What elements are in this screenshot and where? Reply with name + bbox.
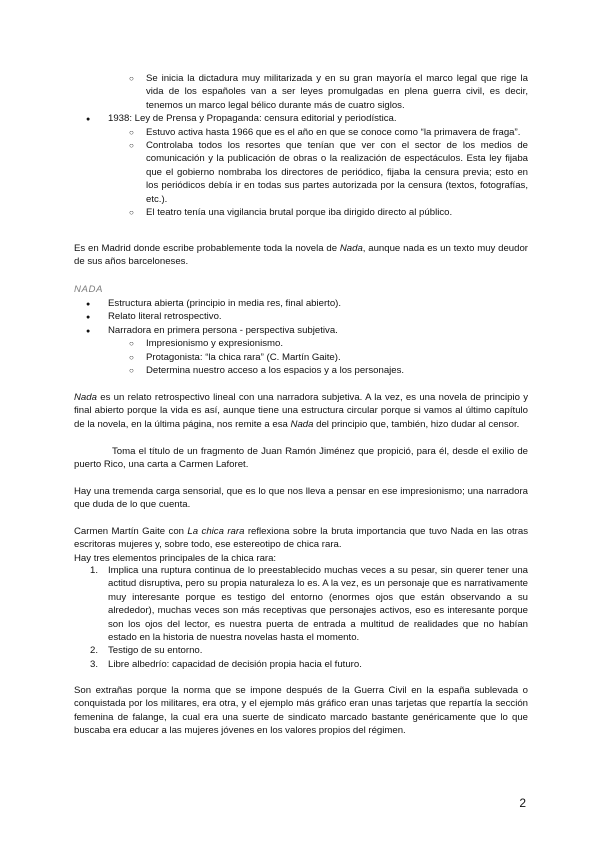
text: Hay una tremenda carga sensorial, que es lo que nos lleva a pensar en ese impresionismo; una narradora que duda de lo que cuenta. xyxy=(74,486,528,511)
sub-bullet xyxy=(74,364,528,377)
list-text: Libre albedrío: capacidad de decisión propia hacia el futuro. xyxy=(108,658,362,670)
text: es un relato retrospectivo lineal con una narradora subjetiva. A la vez, es una novela de principio y final abierto porque la vida es así, aunque tiene una estructura circular porque si vamos al último capítulo de la novela, en la última página, nos remite a esa xyxy=(74,392,528,430)
numbered-item xyxy=(74,658,528,671)
list-text: Testigo de su entorno. xyxy=(108,645,203,657)
list-text: Se inicia la dictadura muy militarizada y en su gran mayoría el marco legal que rige la vida de los españoles van a ser leyes promulgadas en plena guerra civil, es decir, tenemos un marco legal bélico durante más de cuatro siglos. xyxy=(146,73,528,111)
sub-bullet xyxy=(74,72,528,112)
sub-bullet xyxy=(74,126,528,139)
title-italic: La chica rara xyxy=(187,526,245,537)
list-text: Implica una ruptura continua de lo preestablecido muchas veces a su pesar, sin querer tener una actitud disruptiva, pero su propia naturaleza lo es. A la vez, es un personaje que es narrativamente muy interesante porque es testigo del entorno (enormes ojos que están observando a su alrededor), muchas veces son más receptivas que personajes activos, eso es interesante porque son los ojos del lector, es nuestra puerta de entrada a multitud de realidades que no habían estado en la historia de nuestra novelas hasta el momento. xyxy=(108,565,528,644)
dot-bullet-icon xyxy=(86,310,90,324)
bullet-item xyxy=(74,297,528,310)
list-text: Narradora en primera persona - perspectiva subjetiva. xyxy=(108,324,338,336)
chica-rara-elements-list xyxy=(74,564,528,671)
text: , aunque nada es un texto muy deudor de sus años barceloneses. xyxy=(74,243,528,268)
list-text: Estuvo activa hasta 1966 que es el año en que se conoce como “la primavera de fraga”. xyxy=(146,126,521,138)
paragraph-extranas xyxy=(74,684,528,738)
section-heading-nada xyxy=(74,283,528,296)
circle-bullet-icon xyxy=(129,72,134,85)
list-text: El teatro tenía una vigilancia brutal porque iba dirigido directo al público. xyxy=(146,207,453,219)
text: Es en Madrid donde escribe probablemente toda la novela de xyxy=(74,243,340,254)
list-text: Protagonista: “la chica rara” (C. Martín Gaite). xyxy=(146,351,341,363)
paragraph-nada xyxy=(74,391,528,431)
dot-bullet-icon xyxy=(86,297,90,311)
circle-bullet-icon xyxy=(129,139,134,152)
item-number: 3. xyxy=(90,658,99,670)
numbered-item xyxy=(74,644,528,657)
title-italic: Nada xyxy=(290,418,314,430)
list-text: Relato literal retrospectivo. xyxy=(108,311,222,323)
dot-bullet-icon xyxy=(86,324,90,338)
sub-bullet xyxy=(74,139,528,206)
dot-bullet-icon xyxy=(86,112,90,126)
sub-bullet xyxy=(74,206,528,219)
paragraph-carga-sensorial xyxy=(74,485,528,512)
text: del principio que, también, hizo dudar al censor. xyxy=(313,418,520,430)
heading-text: NADA xyxy=(74,284,104,295)
list-text: Impresionismo y expresionismo. xyxy=(146,338,284,350)
nada-list xyxy=(74,297,528,377)
bullet-item xyxy=(74,324,528,337)
text: Son extrañas porque la norma que se impone después de la Guerra Civil en la españa sublevada o conquistada por los militares, era otra, y el ejemplo más gráfico eran unas tarjetas que repartía la sección femenina de falange, la cual era una suerte de sindicato marcado bastante genéricamente que lo que buscaba era educar a las mujeres jóvenes en los valores propios del régimen. xyxy=(74,685,528,737)
title-italic: Nada xyxy=(339,243,363,254)
circle-bullet-icon xyxy=(129,337,134,350)
text: Carmen Martín Gaite con xyxy=(74,526,188,537)
title-italic: Nada xyxy=(74,392,97,403)
numbered-item xyxy=(74,564,528,644)
circle-bullet-icon xyxy=(129,126,134,139)
list-text: Estructura abierta (principio in media res, final abierto). xyxy=(108,298,342,309)
text: reflexiona sobre la bruta importancia que tuvo Nada en las otras escritoras mujeres y, sobre todo, ese estereotipo de chica rara. xyxy=(74,526,528,551)
sub-bullet xyxy=(74,351,528,364)
paragraph-madrid xyxy=(74,242,528,269)
circle-bullet-icon xyxy=(129,351,134,364)
circle-bullet-icon xyxy=(129,206,134,219)
text: Hay tres elementos principales de la chica rara: xyxy=(74,552,277,564)
bullet-item xyxy=(74,112,528,125)
sub-bullet xyxy=(74,337,528,350)
list-text: Controlaba todos los resortes que tenían que ver con el sector de los medios de comunicación y la publicación de obras o la realización de espectáculos. Esta ley fijaba que el gobierno nombraba los directores de periódico, fijaba la censura previa; esto en los periódicos debía ir en todas sus partes autorizada por la censura (textos, fotografías, etc.). xyxy=(146,140,528,205)
item-number: 2. xyxy=(90,645,99,657)
paragraph-gaite xyxy=(74,525,528,565)
bullet-item xyxy=(74,310,528,323)
item-number: 1. xyxy=(90,565,99,576)
text: Toma el título de un fragmento de Juan Ramón Jiménez que propició, para él, desde el exilio de puerto Rico, una carta a Carmen Laforet. xyxy=(74,446,528,471)
page-number: 2 xyxy=(519,796,526,810)
censorship-list xyxy=(74,72,528,219)
paragraph-titulo xyxy=(74,445,528,472)
list-text: 1938: Ley de Prensa y Propaganda: censura editorial y periodística. xyxy=(108,113,397,125)
list-text: Determina nuestro acceso a los espacios y a los personajes. xyxy=(146,365,405,377)
circle-bullet-icon xyxy=(129,364,134,377)
